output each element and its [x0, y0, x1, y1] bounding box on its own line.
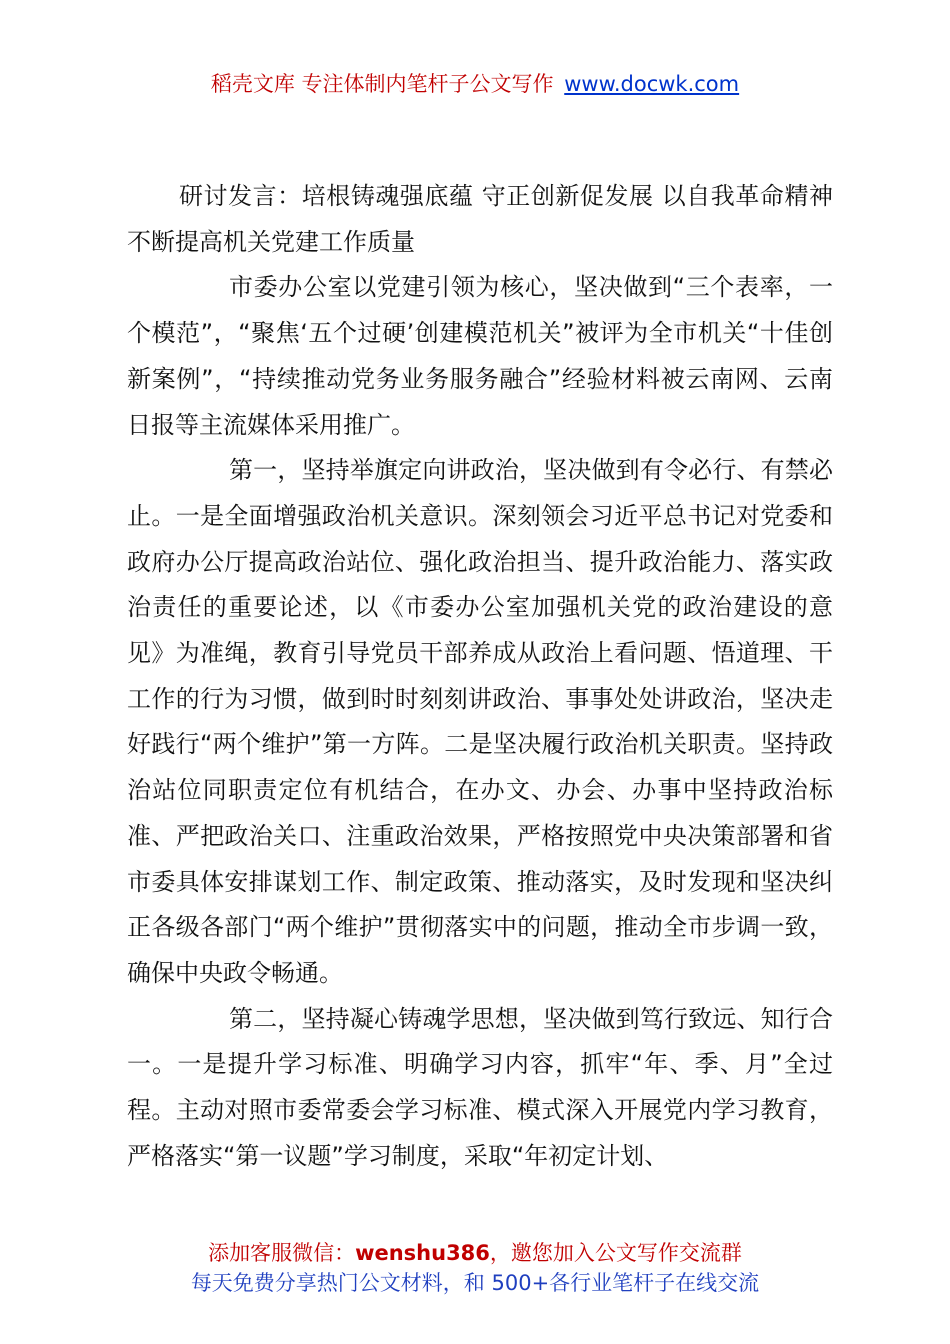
- footer-contact-line: [0, 1238, 950, 1268]
- footer-promo-line: 每天免费分享热门公文材料，和 500+各行业笔杆子在线交流: [190, 1271, 760, 1295]
- header-site-text: 稻壳文库 专注体制内笔杆子公文写作: [210, 72, 554, 96]
- paragraph-intro: 市委办公室以党建引领为核心，坚决做到“三个表率，一个模范”，“聚焦‘五个过硬’创建模范机关”被评为全市机关“十佳创新案例”，“持续推动党务业务服务融合”经验材料被云南网、云南日报等主流媒体采用推广。: [127, 273, 833, 439]
- document-body: [127, 174, 833, 1179]
- footer-wechat-id: wenshu386: [355, 1241, 490, 1265]
- page-footer: [0, 1238, 950, 1298]
- footer-contact-suffix: ，邀您加入公文写作交流群: [489, 1241, 742, 1265]
- document-title: 研讨发言：培根铸魂强底蕴 守正创新促发展 以自我革命精神不断提高机关党建工作质量: [127, 182, 833, 256]
- paragraph-first: 第一，坚持举旗定向讲政治，坚决做到有令必行、有禁必止。一是全面增强政治机关意识。深刻领会习近平总书记对党委和政府办公厅提高政治站位、强化政治担当、提升政治能力、落实政治责任的重要论述，以《市委办公室加强机关党的政治建设的意见》为准绳，教育引导党员干部养成从政治上看问题、悟道理、干工作的行为习惯，做到时时刻刻讲政治、事事处处讲政治，坚决走好践行“两个维护”第一方阵。二是坚决履行政治机关职责。坚持政治站位同职责定位有机结合，在办文、办会、办事中坚持政治标准、严把政治关口、注重政治效果，严格按照党中央决策部署和省市委具体安排谋划工作、制定政策、推动落实，及时发现和坚决纠正各级各部门“两个维护”贯彻落实中的问题，推动全市步调一致，确保中央政令畅通。: [127, 456, 833, 987]
- footer-contact-prefix: 添加客服微信：: [208, 1241, 356, 1265]
- paragraph-second: 第二，坚持凝心铸魂学思想，坚决做到笃行致远、知行合一。一是提升学习标准、明确学习内容，抓牢“年、季、月”全过程。主动对照市委常委会学习标准、模式深入开展党内学习教育，严格落实“第一议题”学习制度，采取“年初定计划、: [127, 1004, 833, 1170]
- page-header: [0, 68, 950, 100]
- header-url-link[interactable]: www.docwk.com: [564, 72, 740, 96]
